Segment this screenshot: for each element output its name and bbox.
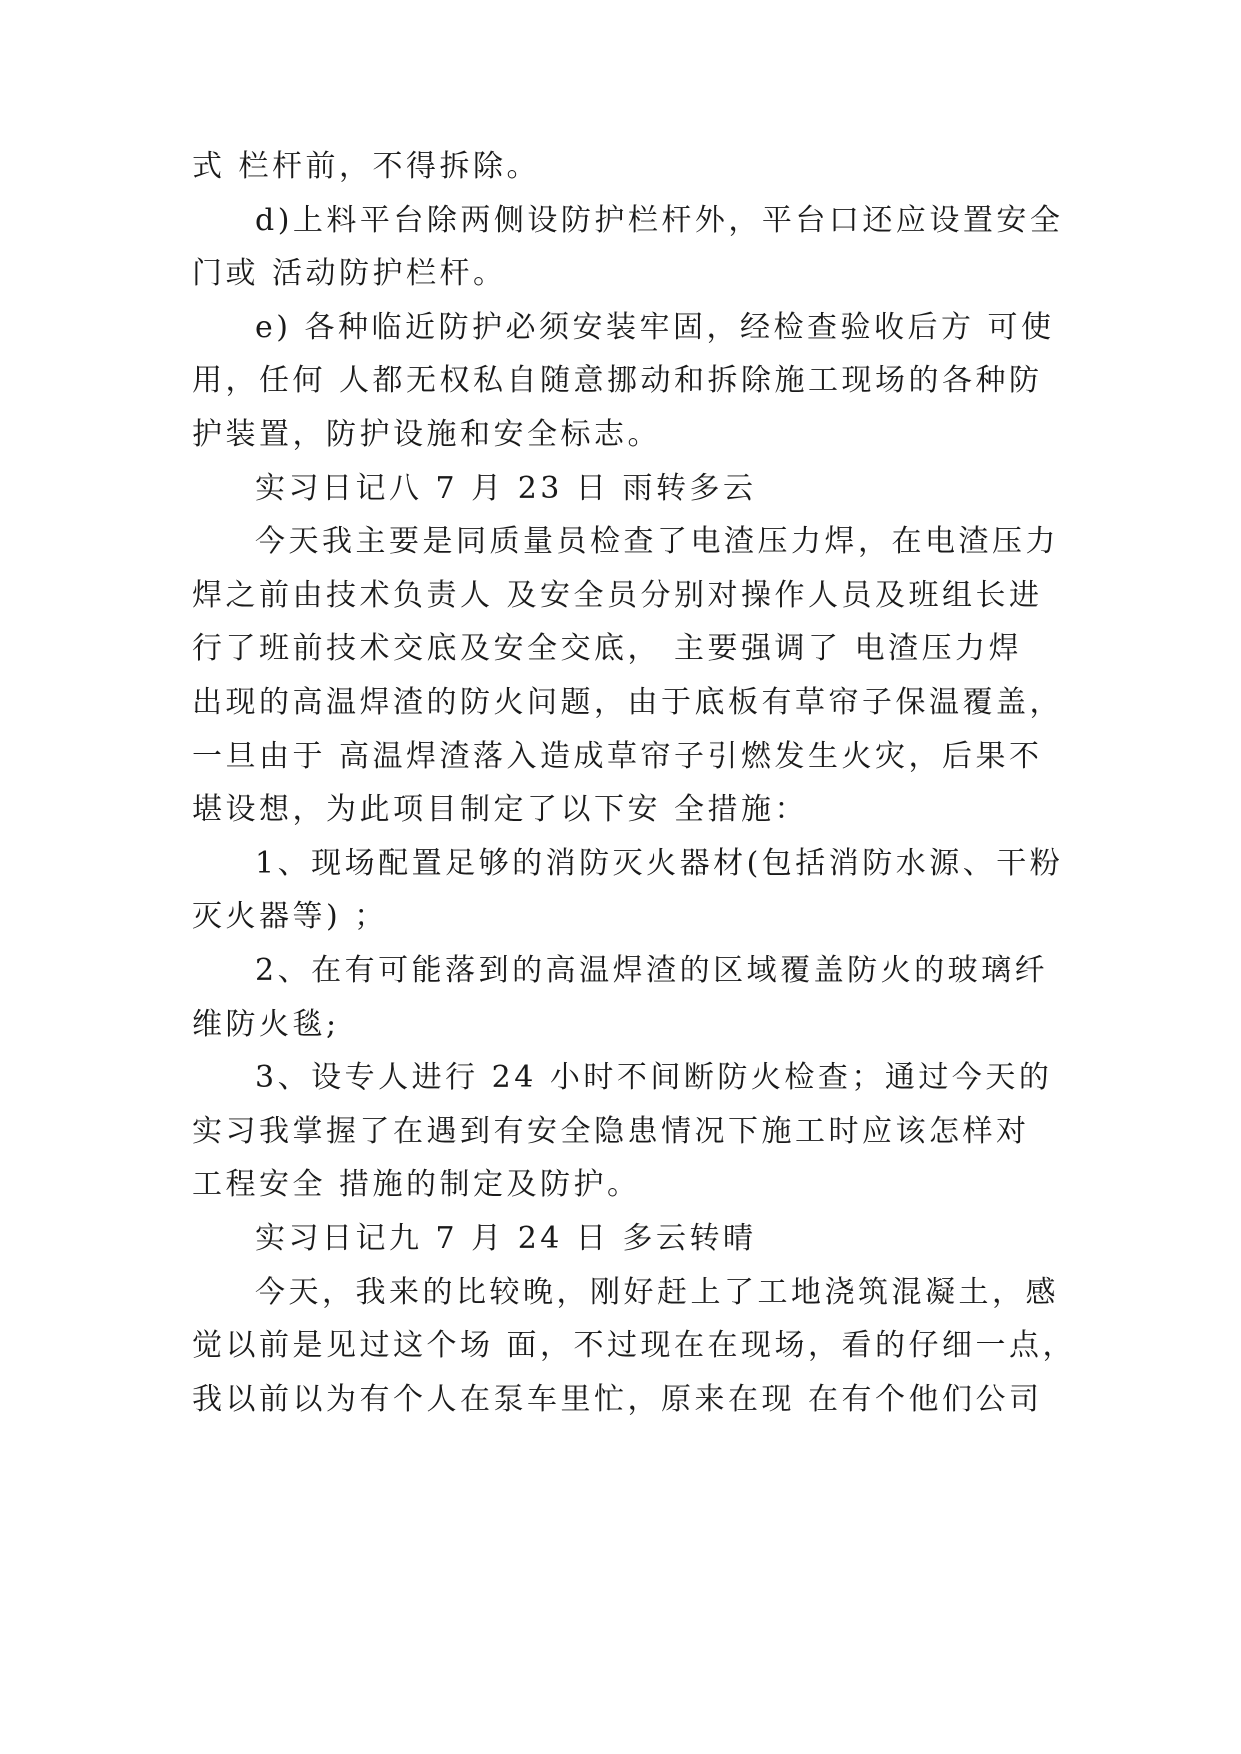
text-line: d)上料平台除两侧设防护栏杆外，平台口还应设置安全 (255, 203, 1064, 238)
diary-heading: 实习日记八 7 月 23 日 雨转多云 (255, 471, 757, 506)
text-line: 今天我主要是同质量员检查了电渣压力焊，在电渣压力 (255, 524, 1059, 559)
diary-heading: 实习日记九 7 月 24 日 多云转晴 (255, 1221, 757, 1256)
text-line: 工程安全 措施的制定及防护。 (192, 1167, 641, 1202)
text-line: 出现的高温焊渣的防火问题，由于底板有草帘子保温覆盖， (192, 685, 1063, 720)
list-item: 2、在有可能落到的高温焊渣的区域覆盖防火的玻璃纤 (255, 953, 1049, 988)
text-line: 护装置，防护设施和安全标志。 (192, 417, 661, 452)
text-line: 式 栏杆前，不得拆除。 (192, 149, 541, 184)
list-item: 3、设专人进行 24 小时不间断防火检查；通过今天的 (255, 1060, 1053, 1095)
text-line: 觉以前是见过这个场 面，不过现在在现场，看的仔细一点， (192, 1328, 1077, 1363)
text-line: 实习我掌握了在遇到有安全隐患情况下施工时应该怎样对 (192, 1114, 1030, 1149)
text-line: 门或 活动防护栏杆。 (192, 256, 507, 291)
text-line: 今天，我来的比较晚，刚好赶上了工地浇筑混凝土，感 (255, 1275, 1059, 1310)
text-line: 我以前以为有个人在泵车里忙，原来在现 在有个他们公司 (192, 1382, 1043, 1417)
text-line: 堪设想，为此项目制定了以下安 全措施： (192, 792, 809, 827)
text-line: 一旦由于 高温焊渣落入造成草帘子引燃发生火灾，后果不 (192, 739, 1043, 774)
text-line: 行了班前技术交底及安全交底， 主要强调了 电渣压力焊 (192, 631, 1023, 666)
text-line: 焊之前由技术负责人 及安全员分别对操作人员及班组长进 (192, 578, 1043, 613)
text-line: e) 各种临近防护必须安装牢固，经检查验收后方 可使 (255, 310, 1055, 345)
text-line: 用，任何 人都无权私自随意挪动和拆除施工现场的各种防 (192, 363, 1043, 398)
list-item: 1、现场配置足够的消防灭火器材(包括消防水源、干粉 (255, 846, 1064, 881)
text-line: 灭火器等) ； (192, 899, 388, 934)
text-line: 维防火毯; (192, 1007, 340, 1042)
